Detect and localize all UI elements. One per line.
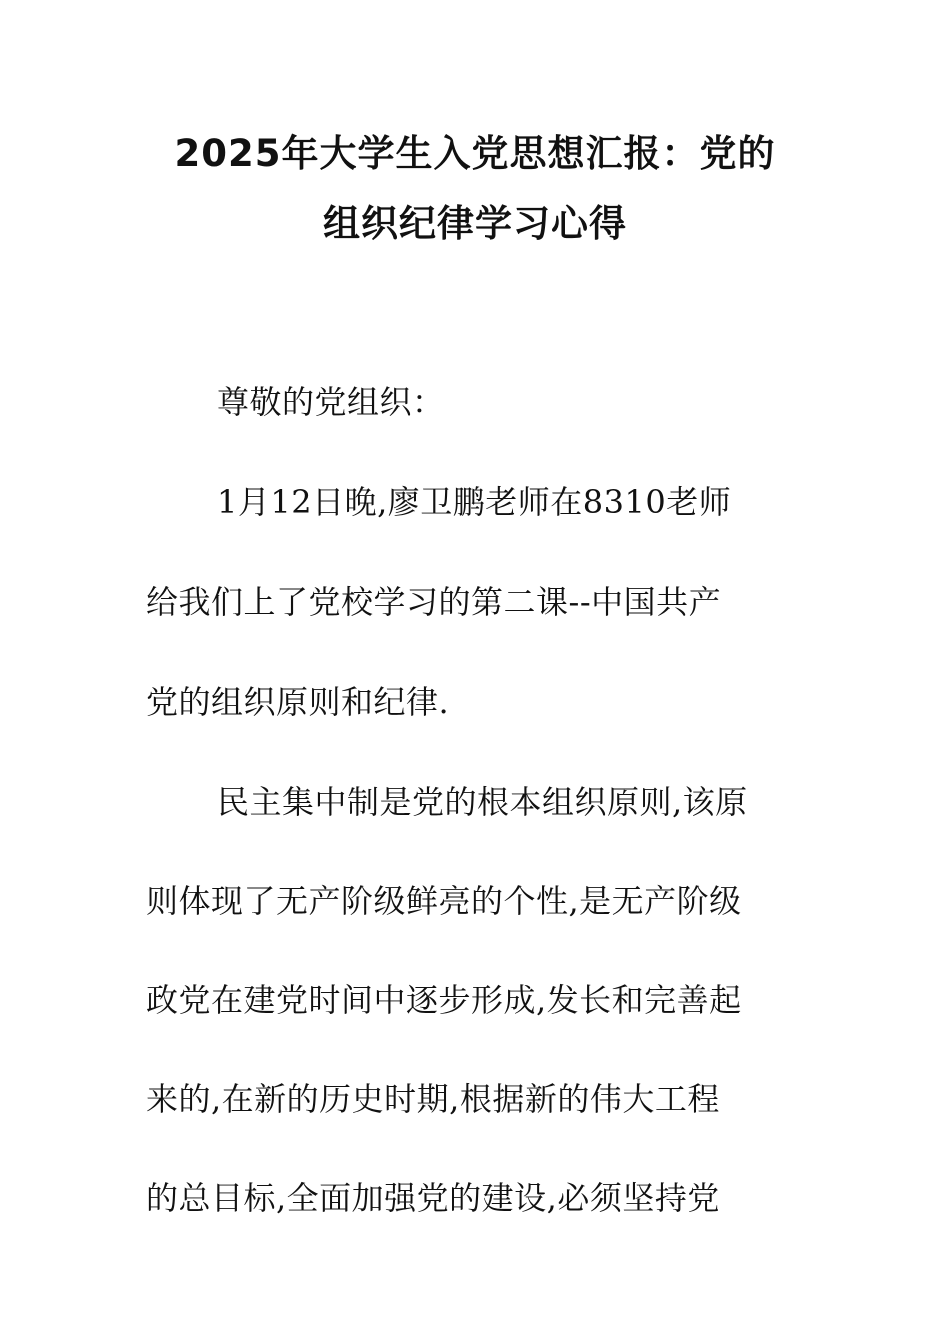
paragraph-2-line-4: 来的,在新的历史时期,根据新的伟大工程: [146, 1080, 720, 1118]
paragraph-2-line-5: 的总目标,全面加强党的建设,必须坚持党: [146, 1179, 720, 1217]
paragraph-1-line-3: 党的组织原则和纪律.: [146, 683, 450, 721]
paragraph-2-line-2: 则体现了无产阶级鲜亮的个性,是无产阶级: [146, 882, 742, 920]
document-title-line-2: 组织纪律学习心得: [323, 202, 627, 245]
paragraph-1-line-1: 1月12日晚,廖卫鹏老师在8310老师: [217, 483, 732, 521]
document-title-line-1: 2025年大学生入党思想汇报：党的: [174, 132, 776, 175]
paragraph-1-line-2: 给我们上了党校学习的第二课--中国共产: [146, 583, 722, 621]
paragraph-2-line-1: 民主集中制是党的根本组织原则,该原: [217, 783, 748, 821]
salutation: 尊敬的党组织：: [217, 383, 445, 421]
paragraph-2-line-3: 政党在建党时间中逐步形成,发长和完善起: [146, 981, 742, 1019]
